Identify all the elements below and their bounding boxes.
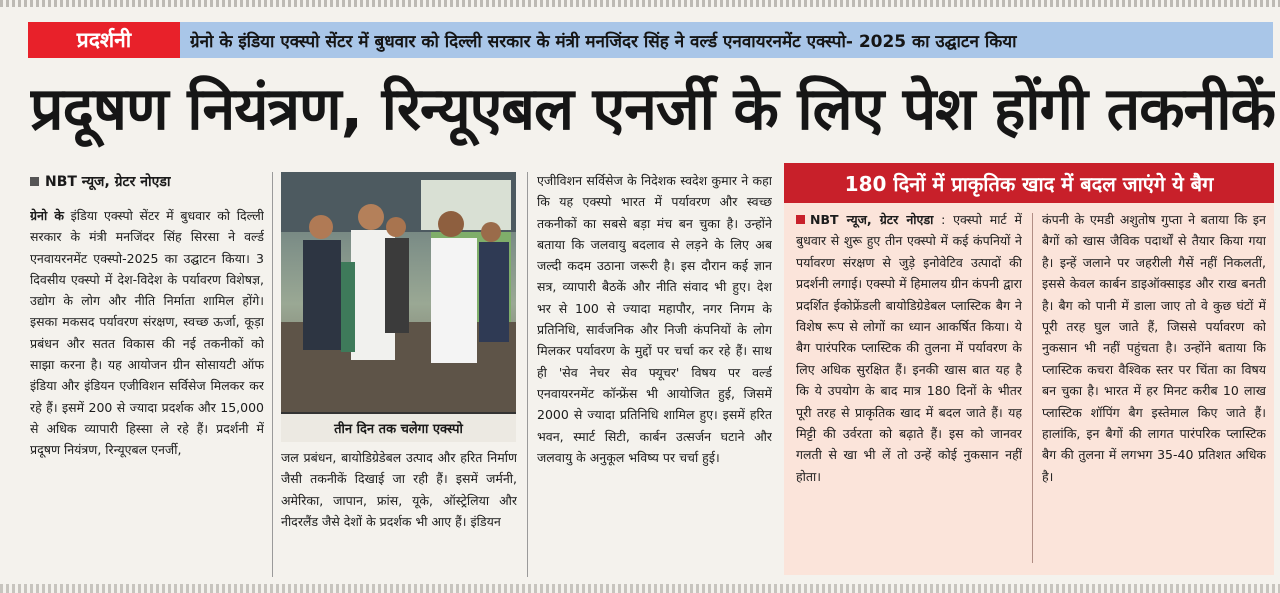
square-bullet-icon <box>30 177 39 186</box>
top-border-strip <box>0 0 1280 7</box>
article-lead: ग्रेनो के <box>30 208 64 223</box>
column-divider <box>272 172 273 577</box>
sidebar-divider <box>1032 213 1033 563</box>
sidebar-column-2: कंपनी के एमडी अशुतोष गुप्ता ने बताया कि इन बैगों को खास जैविक पदार्थों से तैयार किया गया है। इन्हें जलाने पर जहरीली गैसें नहीं निकलतीं, इससे केवल कार्बन डाइऑक्साइड और राख बनती है। बैग को पानी में डाला जाए तो वे कुछ घंटों में पूरी तरह घुल जाते हैं, जिससे पर्यावरण को नुकसान भी नहीं पहुंचता है। उन्होंने बताया कि प्लास्टिक कचरा वैश्विक स्तर पर चिंता का विषय बन चुका है। भारत में हर मिनट करीब 10 लाख प्लास्टिक शॉपिंग बैग इस्तेमाल किए जाते हैं। हालांकि, इन बैगों की लागत पारंपरिक प्लास्टिक बैग की तुलना में लगभग 35-40 प्रतिशत अधिक है। <box>1042 212 1266 484</box>
news-photo <box>281 172 516 412</box>
photo-caption: तीन दिन तक चलेगा एक्स्पो <box>281 412 516 442</box>
sidebar-heading: 180 दिनों में प्राकृतिक खाद में बदल जाएंगे ये बैग <box>784 163 1274 203</box>
photo-illustration <box>281 172 516 412</box>
article-column-3: एजीविशन सर्विसेज के निदेशक स्वदेश कुमार ने कहा कि यह एक्स्पो भारत में पर्यावरण और स्वच्छ तकनीकों का सबसे बड़ा मंच बन चुका है। उन्होंने बताया कि जलवायु बदलाव से लड़ने के लिए अब जल्दी कदम उठाना जरूरी है। इस दौरान कई ज्ञान सत्र, व्यापारी बैठकें और नीति संवाद भी हुए। देश भर से 100 से ज्यादा महापौर, नगर निगम के प्रतिनिधि, सार्वजनिक और निजी कंपनियों के लोग मिलकर पर्यावरण के मुद्दों पर चर्चा कर रहे हैं। साथ ही 'सेव नेचर सेव फ्यूचर' विषय पर वर्ल्ड एनवायरनमेंट कॉन्फ्रेंस भी आयोजित हुई, जिसमें 2000 से ज्यादा प्रतिनिधि शामिल हुए। इसमें हरित भवन, स्मार्ट सिटी, कार्बन उत्सर्जन घटाने और जलवायु के अनुकूल भविष्य पर चर्चा हुई। <box>537 173 772 465</box>
sidebar-column-1 <box>796 209 1022 569</box>
article-column-1 <box>30 205 264 575</box>
sidebar-column-1-text: : एक्स्पो मार्ट में बुधवार से शुरू हुए तीन एक्स्पो में कई कंपनियों ने पर्यावरण संरक्षण से जुड़े इनोवेटिव उत्पादों की प्रदर्शनी लगाई। एक्स्पो में हिमालय ग्रीन कंपनी द्वारा प्रदर्शित ईकोफ्रेंडली बायोडिग्रेडेबल प्लास्टिक बैग ने विशेष रूप से लोगों का ध्यान आकर्षित किया। ये बैग पारंपरिक प्लास्टिक की तुलना में पर्यावरण के लिए अधिक सुरक्षित हैं। इनकी खास बात यह है कि ये उपयोग के बाद मात्र 180 दिनों के भीतर पूरी तरह से प्राकृतिक खाद में बदल जाते हैं। यह मिट्टी की उर्वरता को बढ़ाते हैं। इस को जानवर गलती से खा भी लें तो उन्हें कोई नुकसान नहीं होता। <box>796 212 1022 484</box>
sidebar-byline: NBT न्यूज, ग्रेटर नोएडा <box>810 212 934 227</box>
column-divider <box>527 172 528 577</box>
sidebar-box <box>784 163 1274 575</box>
bottom-border-strip <box>0 584 1280 593</box>
kicker-bar <box>28 22 1273 58</box>
article-column-1-text: इंडिया एक्स्पो सेंटर में बुधवार को दिल्ली सरकार के मंत्री मनजिंदर सिंह सिरसा ने वर्ल्ड एनवायरनमेंट एक्स्पो-2025 का उद्घाटन किया। 3 दिवसीय एक्स्पो में देश-विदेश के पर्यावरण विशेषज्ञ, उद्योग के लोग और नीति निर्माता शामिल होंगे। इसका मकसद पर्यावरण संरक्षण, स्वच्छ ऊर्जा, कूड़ा प्रबंधन और सतत विकास की नई तकनीकों को साझा करना है। यह आयोजन ग्रीन सोसायटी ऑफ इंडिया और इंडियन एजीविशन सर्विसेज मिलकर कर रहे हैं। इसमें 200 से ज्यादा प्रदर्शक और 15,000 से अधिक व्यापारी हिस्सा ले रहे हैं। प्रदर्शनी में प्रदूषण नियंत्रण, रिन्यूएबल एनर्जी, <box>30 208 264 458</box>
headline: प्रदूषण नियंत्रण, रिन्यूएबल एनर्जी के लिए पेश होंगी तकनीकें <box>30 74 1275 143</box>
byline <box>30 172 170 191</box>
square-bullet-icon <box>796 215 805 224</box>
byline-text: NBT न्यूज, ग्रेटर नोएडा <box>45 174 171 190</box>
article-column-2: जल प्रबंधन, बायोडिग्रेडेबल उत्पाद और हरित निर्माण जैसी तकनीकें दिखाई जा रही हैं। इसमें जर्मनी, अमेरिका, जापान, फ्रांस, यूके, ऑस्ट्रेलिया और नीदरलैंड जैसे देशों के प्रदर्शक भी आए हैं। इंडियन <box>281 450 517 529</box>
section-tag: प्रदर्शनी <box>28 22 180 58</box>
kicker-text: ग्रेनो के इंडिया एक्स्पो सेंटर में बुधवार को दिल्ली सरकार के मंत्री मनजिंदर सिंह ने वर्ल्ड एनवायरनमेंट एक्स्पो- 2025 का उद्घाटन किया <box>190 31 1017 52</box>
